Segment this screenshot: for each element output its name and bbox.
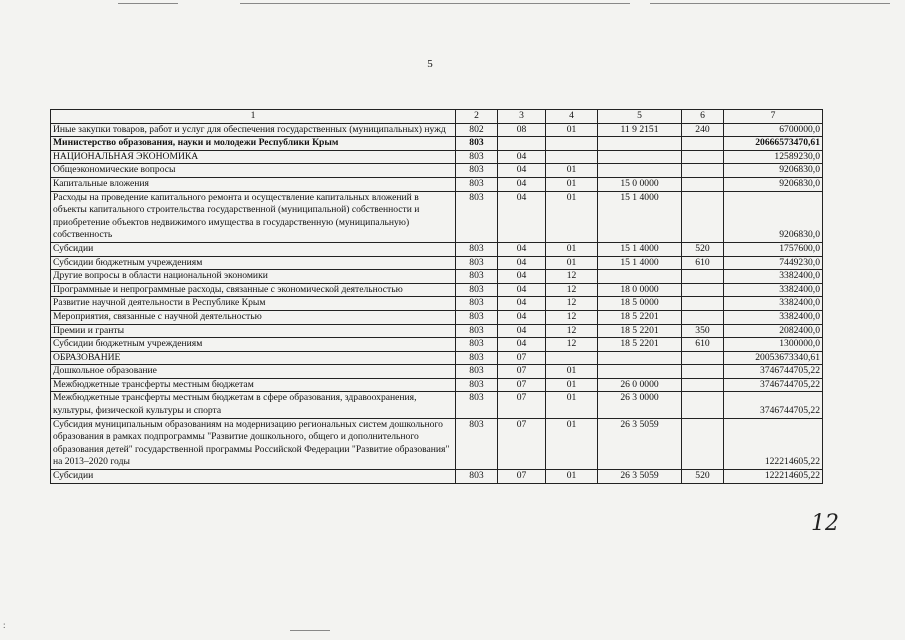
row-name-cell: Развитие научной деятельности в Республике Крым (51, 297, 456, 311)
code-section-cell: 04 (498, 283, 546, 297)
column-header: 3 (498, 110, 546, 124)
row-name-cell: Министерство образования, науки и молодежи Республики Крым (51, 137, 456, 151)
code-expense-type-cell (682, 283, 724, 297)
code-target-cell: 11 9 2151 (598, 123, 682, 137)
row-name-cell: Капитальные вложения (51, 177, 456, 191)
table-row (51, 150, 823, 164)
code-subsection-cell: 01 (546, 365, 598, 379)
amount-cell: 1300000,0 (724, 338, 823, 352)
code-expense-type-cell (682, 137, 724, 151)
row-name-cell: Межбюджетные трансферты местным бюджетам в сфере образования, здравоохранения, культуры, физической культуры и спорта (51, 392, 456, 418)
amount-cell: 9206830,0 (724, 164, 823, 178)
row-name-cell: Другие вопросы в области национальной экономики (51, 270, 456, 284)
scan-artifact-line (240, 3, 630, 4)
table-row (51, 392, 823, 418)
code-target-cell: 26 3 5059 (598, 470, 682, 484)
row-name-cell: Программные и непрограммные расходы, связанные с экономической деятельностью (51, 283, 456, 297)
code-target-cell: 15 1 4000 (598, 256, 682, 270)
code-expense-type-cell (682, 365, 724, 379)
code-expense-type-cell: 520 (682, 470, 724, 484)
row-name-cell: Субсидии (51, 470, 456, 484)
amount-cell: 3382400,0 (724, 310, 823, 324)
scan-artifact-line (290, 630, 330, 631)
code-section-cell: 04 (498, 164, 546, 178)
table-row (51, 137, 823, 151)
code-section-cell: 04 (498, 191, 546, 242)
column-header: 7 (724, 110, 823, 124)
code-expense-type-cell: 610 (682, 338, 724, 352)
code-target-cell: 18 5 2201 (598, 324, 682, 338)
scan-artifact-line (650, 3, 890, 4)
code-ministry-cell: 803 (456, 418, 498, 469)
code-target-cell: 15 1 4000 (598, 191, 682, 242)
code-ministry-cell: 803 (456, 191, 498, 242)
code-subsection-cell (546, 150, 598, 164)
handwritten-page-number: 12 (811, 511, 839, 536)
code-section-cell: 04 (498, 150, 546, 164)
amount-cell: 3746744705,22 (724, 365, 823, 379)
column-header: 6 (682, 110, 724, 124)
table-row (51, 470, 823, 484)
code-expense-type-cell: 520 (682, 242, 724, 256)
code-target-cell: 26 0 0000 (598, 378, 682, 392)
code-subsection-cell: 01 (546, 177, 598, 191)
row-name-cell: Субсидия муниципальным образованиям на модернизацию региональных систем дошкольного образования в рамках подпрограммы "Развитие дошкольного, общего и дополнительного образования детей" государственной программы Российской Федерации "Развитие образования" на 2013–2020 годы (51, 418, 456, 469)
code-ministry-cell: 803 (456, 324, 498, 338)
code-expense-type-cell (682, 392, 724, 418)
row-name-cell: Мероприятия, связанные с научной деятельностью (51, 310, 456, 324)
code-subsection-cell: 12 (546, 283, 598, 297)
code-target-cell: 15 0 0000 (598, 177, 682, 191)
row-name-cell: Субсидии бюджетным учреждениям (51, 256, 456, 270)
code-expense-type-cell (682, 150, 724, 164)
code-ministry-cell: 803 (456, 177, 498, 191)
code-subsection-cell: 01 (546, 418, 598, 469)
code-expense-type-cell: 350 (682, 324, 724, 338)
code-ministry-cell: 803 (456, 164, 498, 178)
code-ministry-cell: 802 (456, 123, 498, 137)
code-target-cell: 18 5 2201 (598, 338, 682, 352)
row-name-cell: НАЦИОНАЛЬНАЯ ЭКОНОМИКА (51, 150, 456, 164)
amount-cell: 3746744705,22 (724, 392, 823, 418)
table-row (51, 256, 823, 270)
code-subsection-cell (546, 351, 598, 365)
code-subsection-cell: 01 (546, 378, 598, 392)
table-row (51, 270, 823, 284)
code-ministry-cell: 803 (456, 270, 498, 284)
code-subsection-cell: 01 (546, 242, 598, 256)
code-subsection-cell: 12 (546, 324, 598, 338)
row-name-cell: Иные закупки товаров, работ и услуг для обеспечения государственных (муниципальных) нужд (51, 123, 456, 137)
code-section-cell: 07 (498, 351, 546, 365)
table-row (51, 378, 823, 392)
row-name-cell: Общеэкономические вопросы (51, 164, 456, 178)
code-expense-type-cell (682, 351, 724, 365)
corner-mark: : (3, 620, 6, 630)
amount-cell: 12589230,0 (724, 150, 823, 164)
table-row (51, 324, 823, 338)
column-header: 4 (546, 110, 598, 124)
code-target-cell: 18 5 0000 (598, 297, 682, 311)
code-target-cell: 26 3 5059 (598, 418, 682, 469)
code-target-cell (598, 164, 682, 178)
code-target-cell (598, 351, 682, 365)
table-header-row (51, 110, 823, 124)
code-ministry-cell: 803 (456, 283, 498, 297)
code-section-cell: 04 (498, 270, 546, 284)
table-row (51, 310, 823, 324)
code-ministry-cell: 803 (456, 378, 498, 392)
budget-table (50, 109, 823, 484)
table-row (51, 242, 823, 256)
code-subsection-cell: 12 (546, 310, 598, 324)
code-expense-type-cell (682, 310, 724, 324)
code-expense-type-cell (682, 418, 724, 469)
code-section-cell: 04 (498, 324, 546, 338)
column-header: 1 (51, 110, 456, 124)
code-subsection-cell: 01 (546, 123, 598, 137)
code-ministry-cell: 803 (456, 256, 498, 270)
amount-cell: 3382400,0 (724, 297, 823, 311)
code-subsection-cell: 12 (546, 270, 598, 284)
table-row (51, 123, 823, 137)
code-section-cell: 07 (498, 392, 546, 418)
code-section-cell: 04 (498, 338, 546, 352)
code-section-cell: 07 (498, 470, 546, 484)
code-section-cell: 07 (498, 365, 546, 379)
table-row (51, 418, 823, 469)
amount-cell: 3382400,0 (724, 270, 823, 284)
table-row (51, 283, 823, 297)
amount-cell: 122214605,22 (724, 418, 823, 469)
code-subsection-cell (546, 137, 598, 151)
row-name-cell: Расходы на проведение капитального ремонта и осуществление капитальных вложений в объекты капитального строительства государственной (муниципальной) собственности и приобретение объектов недвижимого имущества в государственную (муниципальную) собственность (51, 191, 456, 242)
amount-cell: 3382400,0 (724, 283, 823, 297)
code-target-cell: 15 1 4000 (598, 242, 682, 256)
column-header: 5 (598, 110, 682, 124)
code-subsection-cell: 01 (546, 256, 598, 270)
code-ministry-cell: 803 (456, 242, 498, 256)
row-name-cell: Дошкольное образование (51, 365, 456, 379)
amount-cell: 2082400,0 (724, 324, 823, 338)
amount-cell: 1757600,0 (724, 242, 823, 256)
table-row (51, 365, 823, 379)
page-number: 5 (427, 58, 433, 70)
amount-cell: 6700000,0 (724, 123, 823, 137)
code-section-cell: 08 (498, 123, 546, 137)
code-target-cell (598, 270, 682, 284)
code-target-cell: 18 0 0000 (598, 283, 682, 297)
row-name-cell: ОБРАЗОВАНИЕ (51, 351, 456, 365)
table-row (51, 297, 823, 311)
code-target-cell (598, 365, 682, 379)
scan-artifact-line (118, 3, 178, 4)
code-target-cell (598, 137, 682, 151)
code-ministry-cell: 803 (456, 365, 498, 379)
code-expense-type-cell (682, 378, 724, 392)
table-row (51, 338, 823, 352)
amount-cell: 7449230,0 (724, 256, 823, 270)
table-body (51, 123, 823, 483)
code-section-cell (498, 137, 546, 151)
code-subsection-cell: 12 (546, 338, 598, 352)
row-name-cell: Премии и гранты (51, 324, 456, 338)
code-subsection-cell: 12 (546, 297, 598, 311)
code-expense-type-cell (682, 297, 724, 311)
code-subsection-cell: 01 (546, 392, 598, 418)
code-section-cell: 07 (498, 378, 546, 392)
table-row (51, 164, 823, 178)
amount-cell: 9206830,0 (724, 177, 823, 191)
table-row (51, 351, 823, 365)
code-ministry-cell: 803 (456, 310, 498, 324)
row-name-cell: Субсидии (51, 242, 456, 256)
code-subsection-cell: 01 (546, 470, 598, 484)
code-expense-type-cell (682, 270, 724, 284)
amount-cell: 122214605,22 (724, 470, 823, 484)
code-expense-type-cell (682, 191, 724, 242)
code-ministry-cell: 803 (456, 297, 498, 311)
row-name-cell: Субсидии бюджетным учреждениям (51, 338, 456, 352)
amount-cell: 3746744705,22 (724, 378, 823, 392)
code-ministry-cell: 803 (456, 351, 498, 365)
code-expense-type-cell: 240 (682, 123, 724, 137)
table-row (51, 191, 823, 242)
code-expense-type-cell: 610 (682, 256, 724, 270)
code-expense-type-cell (682, 177, 724, 191)
code-subsection-cell: 01 (546, 164, 598, 178)
row-name-cell: Межбюджетные трансферты местным бюджетам (51, 378, 456, 392)
code-ministry-cell: 803 (456, 150, 498, 164)
code-target-cell: 18 5 2201 (598, 310, 682, 324)
code-section-cell: 04 (498, 256, 546, 270)
code-section-cell: 04 (498, 310, 546, 324)
code-expense-type-cell (682, 164, 724, 178)
code-section-cell: 04 (498, 297, 546, 311)
amount-cell: 20666573470,61 (724, 137, 823, 151)
code-target-cell (598, 150, 682, 164)
code-ministry-cell: 803 (456, 137, 498, 151)
code-section-cell: 04 (498, 177, 546, 191)
column-header: 2 (456, 110, 498, 124)
code-target-cell: 26 3 0000 (598, 392, 682, 418)
code-ministry-cell: 803 (456, 338, 498, 352)
code-ministry-cell: 803 (456, 392, 498, 418)
code-section-cell: 04 (498, 242, 546, 256)
table-row (51, 177, 823, 191)
amount-cell: 20053673340,61 (724, 351, 823, 365)
code-ministry-cell: 803 (456, 470, 498, 484)
amount-cell: 9206830,0 (724, 191, 823, 242)
code-subsection-cell: 01 (546, 191, 598, 242)
code-section-cell: 07 (498, 418, 546, 469)
